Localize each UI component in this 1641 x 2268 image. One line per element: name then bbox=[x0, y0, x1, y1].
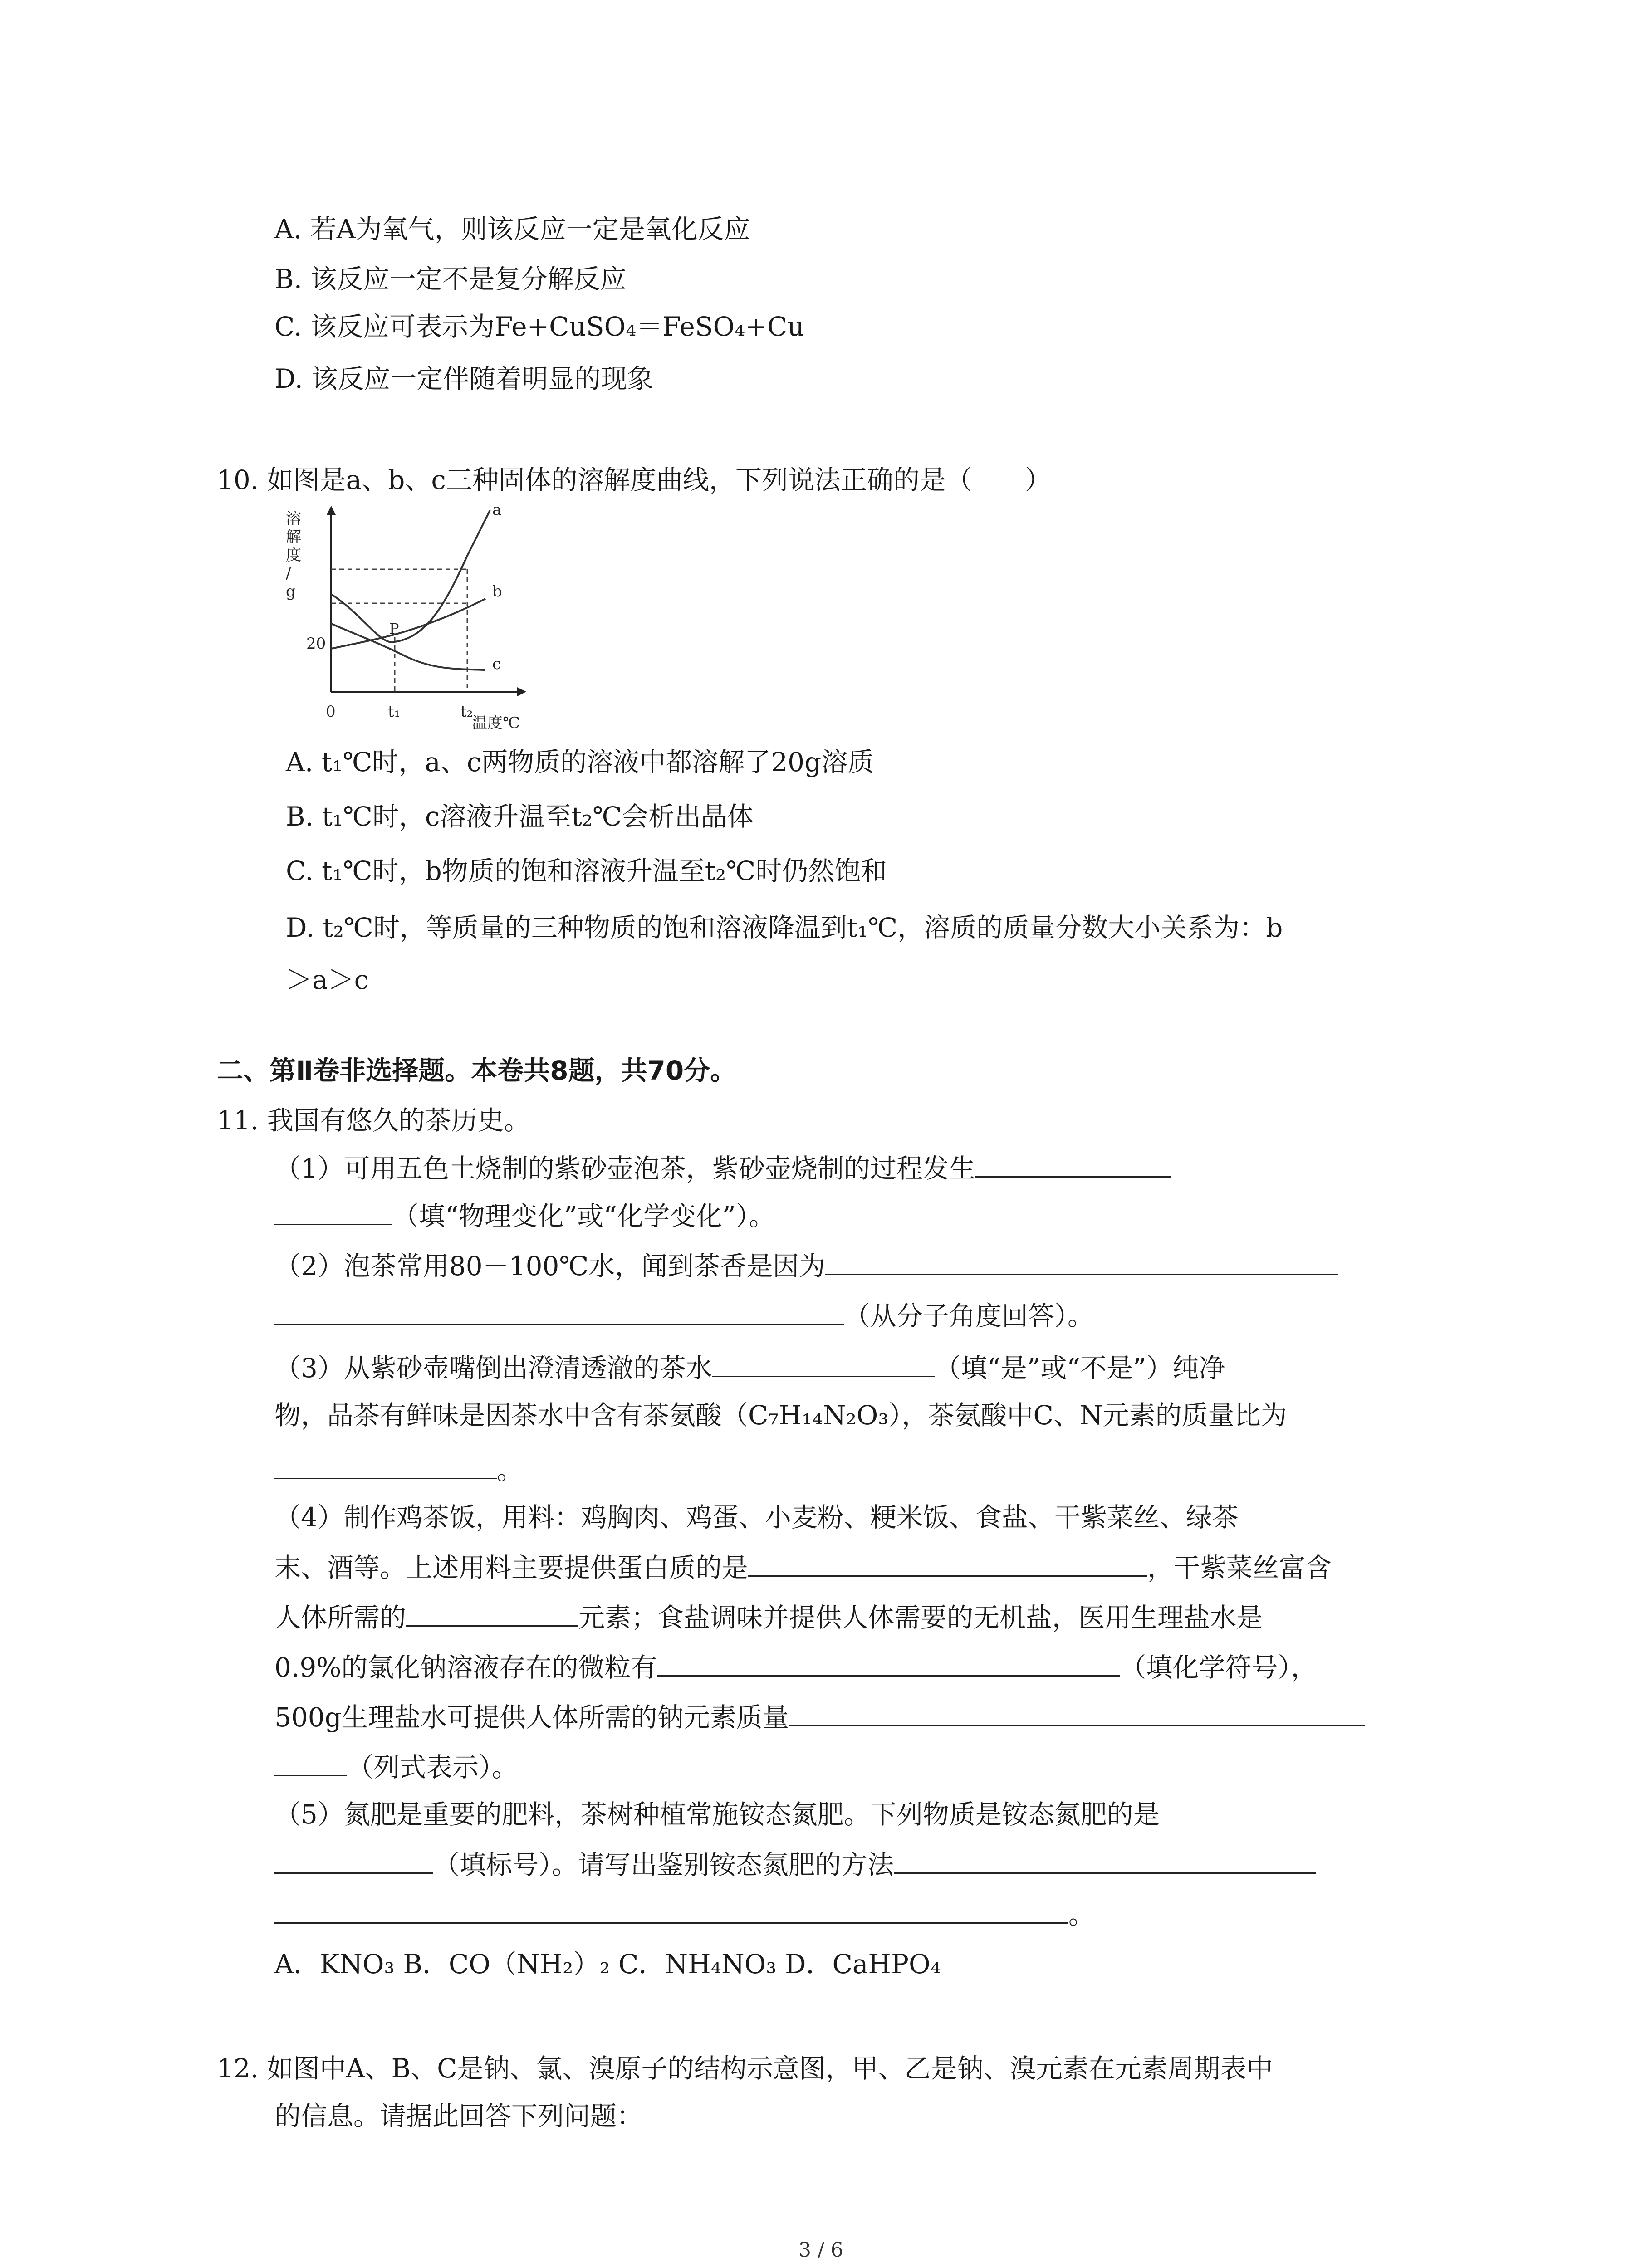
q9-option-b: B. 该反应一定不是复分解反应 bbox=[274, 264, 627, 294]
point-p-label: P bbox=[389, 620, 399, 637]
q11-part3-hint: （填“是”或“不是”）纯净 bbox=[934, 1353, 1225, 1383]
q11-part4-text-d: 0.9%的氯化钠溶液存在的微粒有 bbox=[274, 1652, 657, 1683]
q11-part4-line2 bbox=[274, 1549, 1332, 1586]
q11-part5-text-b: （填标号）。请写出鉴别铵态氮肥的方法 bbox=[433, 1849, 894, 1880]
x-tick-t2: t₂ bbox=[460, 703, 473, 721]
q11-part4-blank-d[interactable] bbox=[789, 1699, 1365, 1726]
x-tick-t1: t₁ bbox=[388, 703, 401, 721]
q11-part4-line1: （4）制作鸡茶饭，用料：鸡胸肉、鸡蛋、小麦粉、粳米饭、食盐、干紫菜丝、绿茶 bbox=[274, 1502, 1239, 1533]
y-tick-20: 20 bbox=[306, 635, 326, 653]
q11-part5-options: A．KNO₃ B．CO（NH₂）₂ C．NH₄NO₃ D．CaHPO₄ bbox=[274, 1949, 941, 1980]
q11-part1-blank-b[interactable] bbox=[274, 1198, 392, 1225]
q11-part4-blank-c[interactable] bbox=[657, 1649, 1120, 1677]
q11-part3-text: （3）从紫砂壶嘴倒出澄清透澈的茶水 bbox=[274, 1353, 712, 1383]
q11-part4-line3 bbox=[274, 1599, 1263, 1636]
series-label-a: a bbox=[492, 501, 502, 519]
q11-part3-line2: 物，品茶有鲜味是因茶水中含有茶氨酸（C₇H₁₄N₂O₃），茶氨酸中C、N元素的质量比为 bbox=[274, 1400, 1287, 1431]
q12-line2: 的信息。请据此回答下列问题： bbox=[274, 2101, 643, 2131]
q9-option-c: C. 该反应可表示为Fe+CuSO₄＝FeSO₄+Cu bbox=[274, 311, 804, 342]
series-label-b: b bbox=[492, 582, 502, 601]
q10-stem: 10. 如图是a、b、c三种固体的溶解度曲线，下列说法正确的是（ ） bbox=[217, 464, 1051, 495]
q11-part4-text-b: 末、酒等。上述用料主要提供蛋白质的是 bbox=[274, 1552, 749, 1583]
q11-part3-blank-a[interactable] bbox=[712, 1349, 935, 1377]
series-label-c: c bbox=[492, 655, 501, 673]
q11-part2-text: （2）泡茶常用80－100℃水，闻到茶香是因为 bbox=[274, 1251, 826, 1281]
q11-part4-line6 bbox=[274, 1749, 518, 1785]
q11-part4-text-c2: 元素；食盐调味并提供人体需要的无机盐，医用生理盐水是 bbox=[578, 1602, 1263, 1633]
q11-part4-line4 bbox=[274, 1649, 1317, 1686]
y-axis-arrow bbox=[327, 506, 336, 515]
q11-part1-blank-a[interactable] bbox=[975, 1150, 1171, 1178]
q11-part5-blank-a[interactable] bbox=[274, 1846, 433, 1874]
q11-part1-line2 bbox=[274, 1198, 775, 1234]
q11-part5-blank-b[interactable] bbox=[894, 1846, 1316, 1874]
q11-part4-hint: （列式表示）。 bbox=[347, 1752, 519, 1783]
q10-option-d-line2: ＞a＞c bbox=[286, 964, 369, 995]
y-label-1: 溶解度/ g bbox=[286, 510, 301, 601]
q11-part5-line3 bbox=[274, 1896, 1095, 1933]
q11-part3-line1 bbox=[274, 1349, 1225, 1386]
q11-part4-blank-a[interactable] bbox=[748, 1549, 1147, 1577]
q11-part3-line3 bbox=[274, 1452, 523, 1488]
q11-part2-blank-b[interactable] bbox=[274, 1297, 844, 1325]
q11-part1-text: （1）可用五色土烧制的紫砂壶泡茶，紫砂壶烧制的过程发生 bbox=[274, 1153, 975, 1184]
q11-part4-text-c: 人体所需的 bbox=[274, 1602, 407, 1633]
q11-part2-hint: （从分子角度回答）。 bbox=[844, 1300, 1094, 1331]
q10-option-d-line1: D. t₂℃时，等质量的三种物质的饱和溶液降温到t₁℃，溶质的质量分数大小关系为：b bbox=[286, 912, 1283, 943]
q11-part1-hint: （填“物理变化”或“化学变化”）。 bbox=[392, 1201, 775, 1232]
q11-part2-blank-a[interactable] bbox=[825, 1247, 1338, 1275]
q11-part3-blank-b[interactable] bbox=[274, 1452, 497, 1479]
q11-stem: 11. 我国有悠久的茶历史。 bbox=[217, 1105, 530, 1136]
x-axis-arrow bbox=[517, 687, 526, 696]
q10-option-a: A. t₁℃时，a、c两物质的溶液中都溶解了20g溶质 bbox=[286, 747, 874, 777]
q11-part4-line5 bbox=[274, 1699, 1365, 1735]
page-number: 3 / 6 bbox=[798, 2239, 843, 2262]
q11-part5-blank-c[interactable] bbox=[274, 1896, 1068, 1924]
q11-part2-line1 bbox=[274, 1247, 1338, 1284]
x-tick-0: 0 bbox=[326, 703, 336, 721]
q11-part5-line1: （5）氮肥是重要的肥料，茶树种植常施铵态氮肥。下列物质是铵态氮肥的是 bbox=[274, 1799, 1160, 1830]
q11-part4-text-d2: （填化学符号）， bbox=[1120, 1652, 1318, 1683]
q9-option-d: D. 该反应一定伴随着明显的现象 bbox=[274, 363, 654, 394]
q11-part4-blank-e[interactable] bbox=[274, 1749, 347, 1776]
q11-part4-blank-b[interactable] bbox=[406, 1599, 578, 1627]
solubility-chart bbox=[272, 501, 526, 737]
q9-option-a: A. 若A为氧气，则该反应一定是氧化反应 bbox=[274, 214, 750, 244]
section-2-title: 二、第Ⅱ卷非选择题。本卷共8题，共70分。 bbox=[217, 1055, 737, 1086]
q11-part5-end: 。 bbox=[1068, 1899, 1095, 1930]
curve-a bbox=[331, 510, 490, 642]
q11-part1-line1 bbox=[274, 1150, 1171, 1187]
x-axis-label: 温度℃ bbox=[472, 714, 520, 732]
q11-part4-text-e: 500g生理盐水可提供人体所需的钠元素质量 bbox=[274, 1702, 789, 1733]
q10-option-b: B. t₁℃时，c溶液升温至t₂℃会析出晶体 bbox=[286, 801, 754, 832]
q11-part4-text-b2: ，干紫菜丝富含 bbox=[1147, 1552, 1332, 1583]
q11-part5-line2 bbox=[274, 1846, 1316, 1883]
q12-line1: 12. 如图中A、B、C是钠、氯、溴原子的结构示意图，甲、乙是钠、溴元素在元素周期表中 bbox=[217, 2053, 1273, 2084]
q11-part3-end: 。 bbox=[497, 1455, 524, 1486]
q11-part2-line2 bbox=[274, 1297, 1094, 1334]
q10-option-c: C. t₁℃时，b物质的饱和溶液升温至t₂℃时仍然饱和 bbox=[286, 855, 887, 886]
curve-b bbox=[331, 599, 485, 649]
